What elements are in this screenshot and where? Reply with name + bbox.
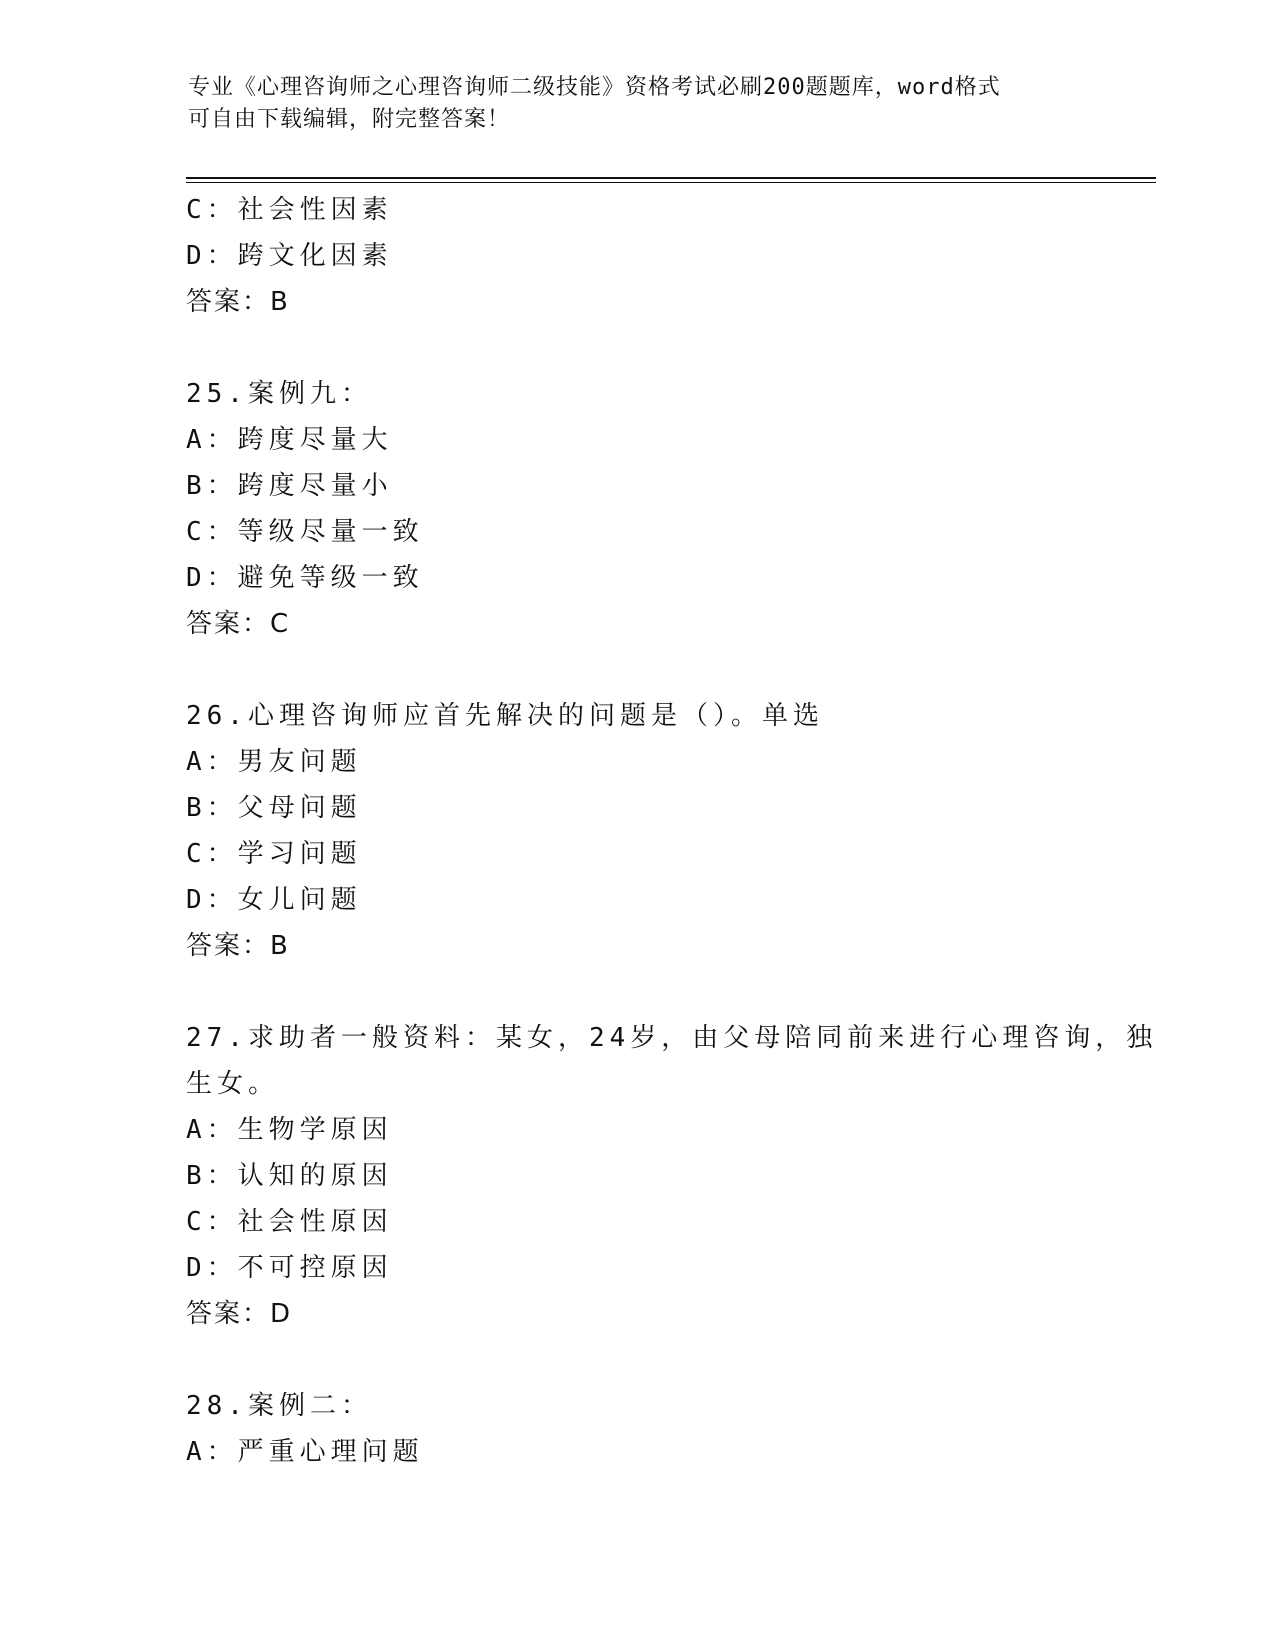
option-line: A：男友问题 <box>186 747 362 777</box>
spacer <box>186 1337 1086 1383</box>
option-line: D：女儿问题 <box>186 885 362 915</box>
question-stem: 25.案例九： <box>186 379 372 409</box>
header-rule-thin <box>186 182 1156 183</box>
spacer <box>186 969 1086 1015</box>
question-list <box>186 187 1158 1475</box>
answer-line: 答案：D <box>186 1299 293 1329</box>
option-line: C：学习问题 <box>186 839 362 869</box>
question-stem: 26.心理咨询师应首先解决的问题是（）。单选 <box>186 701 824 731</box>
option-line: C：社会性因素 <box>186 195 393 225</box>
option-line: A：严重心理问题 <box>186 1437 424 1467</box>
question-block-28 <box>186 1383 1086 1475</box>
question-block-26 <box>186 693 1086 969</box>
option-line: B：跨度尽量小 <box>186 471 393 501</box>
header-line-1: 专业《心理咨询师之心理咨询师二级技能》资格考试必刷200题题库，word格式 <box>188 75 1001 100</box>
spacer <box>186 647 1086 693</box>
option-line: A：生物学原因 <box>186 1115 393 1145</box>
answer-line: 答案：B <box>186 931 290 961</box>
question-stem-continued: 生女。 <box>186 1069 280 1099</box>
question-stem: 27.求助者一般资料：某女，24岁，由父母陪同前来进行心理咨询，独 <box>186 1023 1158 1053</box>
question-block-27 <box>186 1015 1158 1337</box>
question-block-25 <box>186 371 1086 647</box>
option-line: B：认知的原因 <box>186 1161 393 1191</box>
option-line: B：父母问题 <box>186 793 362 823</box>
spacer <box>186 325 1086 371</box>
page-header <box>188 72 1078 136</box>
option-line: A：跨度尽量大 <box>186 425 393 455</box>
question-stem: 28.案例二： <box>186 1391 372 1421</box>
option-line: D：跨文化因素 <box>186 241 393 271</box>
header-rule-thick <box>186 177 1156 179</box>
header-line-2: 可自由下载编辑，附完整答案！ <box>188 107 511 132</box>
question-block-24 <box>186 187 1086 325</box>
option-line: D：不可控原因 <box>186 1253 393 1283</box>
option-line: C：社会性原因 <box>186 1207 393 1237</box>
option-line: D：避免等级一致 <box>186 563 424 593</box>
answer-line: 答案：B <box>186 287 290 317</box>
option-line: C：等级尽量一致 <box>186 517 424 547</box>
answer-line: 答案：C <box>186 609 291 639</box>
